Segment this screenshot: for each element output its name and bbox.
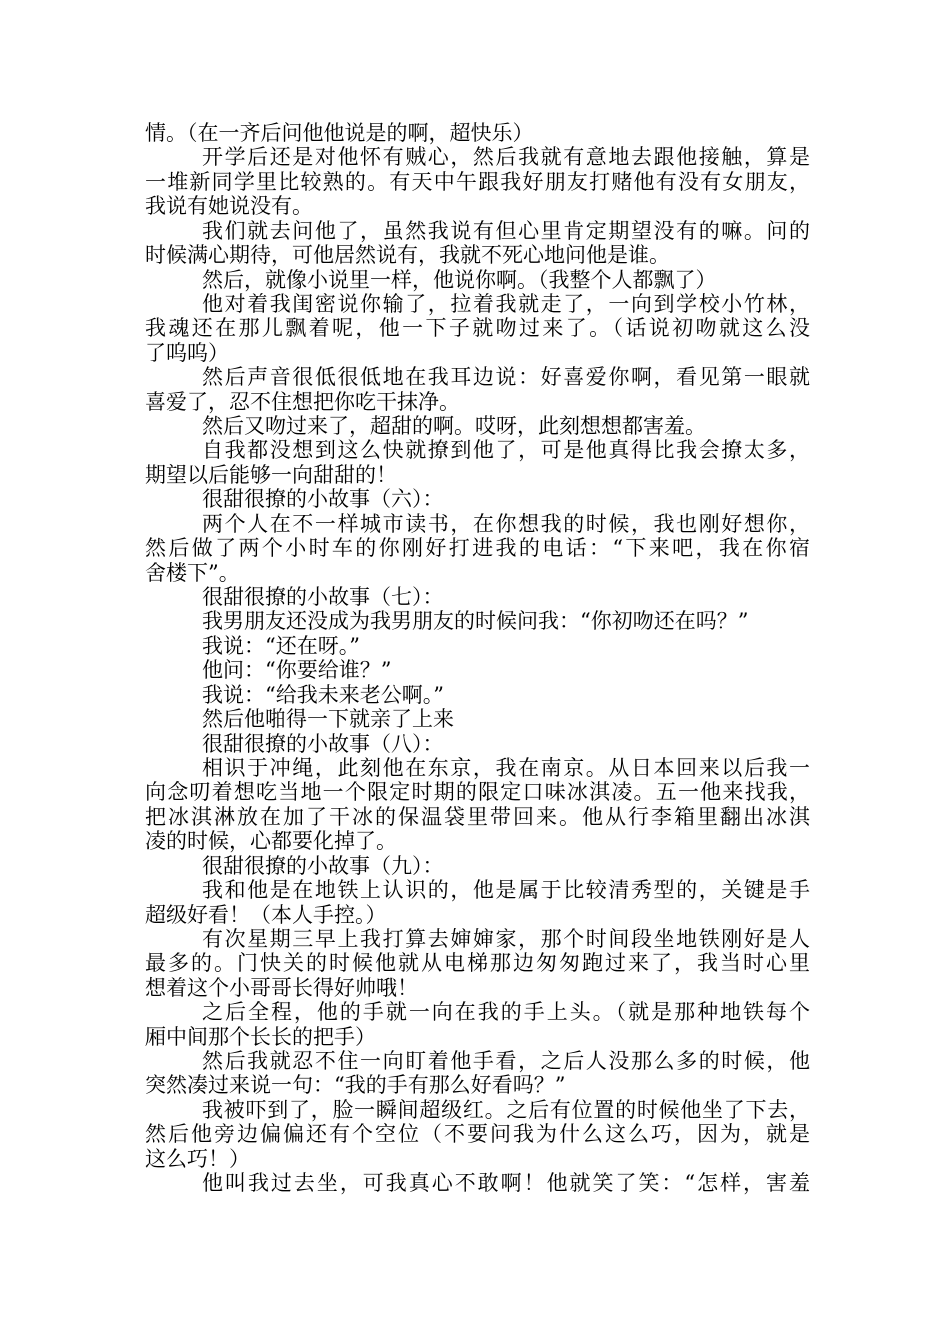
paragraph-line: 超级好看！（本人手控。） <box>145 902 387 927</box>
paragraph-first-line: 他对着我闺密说你输了，拉着我就走了，一向到学校小竹林， <box>202 291 810 316</box>
paragraph-line: 我魂还在那儿飘着呢，他一下子就吻过来了。（话说初吻就这么没 <box>145 316 810 341</box>
paragraph-first-line: 相识于冲绳，此刻他在东京，我在南京。从日本回来以后我一 <box>202 755 810 780</box>
paragraph-line: 时候满心期待，可他居然说有，我就不死心地问他是谁。 <box>145 243 670 268</box>
paragraph-first-line: 然后声音很低很低地在我耳边说：好喜爱你啊，看见第一眼就 <box>202 365 810 390</box>
paragraph-first-line: 他叫我过去坐，可我真心不敢啊！他就笑了笑：“怎样，害羞 <box>202 1171 810 1196</box>
paragraph-line: 想着这个小哥哥长得好帅哦！ <box>145 975 418 1000</box>
paragraph-first-line: 很甜很撩的小故事（六）： <box>202 487 444 512</box>
paragraph-line: 最多的。门快关的时候他就从电梯那边匆匆跑过来了，我当时心里 <box>145 951 810 976</box>
paragraph-line: 向念叨着想吃当地一个限定时期的限定口味冰淇凌。五一他来找我， <box>145 780 810 805</box>
paragraph-first-line: 开学后还是对他怀有贼心，然后我就有意地去跟他接触，算是 <box>202 145 810 170</box>
paragraph-line: 一堆新同学里比较熟的。有天中午跟我好朋友打赌他有没有女朋友， <box>145 169 810 194</box>
paragraph-first-line: 有次星期三早上我打算去婶婶家，那个时间段坐地铁刚好是人 <box>202 926 810 951</box>
paragraph-first-line: 我说：“还在呀。” <box>202 633 360 658</box>
paragraph-line: 凌的时候，心都要化掉了。 <box>145 829 397 854</box>
paragraph-first-line: 自我都没想到这么快就撩到他了，可是他真得比我会撩太多， <box>202 438 810 463</box>
paragraph-line: 突然凑过来说一句：“我的手有那么好看吗？” <box>145 1073 566 1098</box>
paragraph-first-line: 我说：“给我未来老公啊。” <box>202 682 444 707</box>
paragraph-first-line: 我们就去问他了，虽然我说有但心里肯定期望没有的嘛。问的 <box>202 218 810 243</box>
paragraph-first-line: 两个人在不一样城市读书，在你想我的时候，我也刚好想你， <box>202 511 810 536</box>
paragraph-first-line: 很甜很撩的小故事（九）： <box>202 853 444 878</box>
document-body <box>145 121 810 1196</box>
paragraph-first-line: 他问：“你要给谁？” <box>202 658 392 683</box>
paragraph-line: 然后他旁边偏偏还有个空位（不要问我为什么这么巧，因为，就是 <box>145 1122 810 1147</box>
paragraph-first-line: 我男朋友还没成为我男朋友的时候问我：“你初吻还在吗？” <box>202 609 749 634</box>
paragraph-line: 喜爱了，忍不住想把你吃干抹净。 <box>145 389 460 414</box>
paragraph-line: 把冰淇淋放在加了干冰的保温袋里带回来。他从行李箱里翻出冰淇 <box>145 804 810 829</box>
paragraph-line: 我说有她说没有。 <box>145 194 313 219</box>
paragraph-line: 然后做了两个小时车的你刚好打进我的电话：“下来吧，我在你宿 <box>145 536 810 561</box>
paragraph-first-line: 之后全程，他的手就一向在我的手上头。（就是那种地铁每个 <box>202 1000 810 1025</box>
paragraph-first-line: 然后又吻过来了，超甜的啊。哎呀，此刻想想都害羞。 <box>202 414 706 439</box>
paragraph-first-line: 我被吓到了，脸一瞬间超级红。之后有位置的时候他坐了下去， <box>202 1097 810 1122</box>
paragraph-first-line: 很甜很撩的小故事（七）： <box>202 585 444 610</box>
paragraph-line: 这么巧！） <box>145 1146 250 1171</box>
paragraph-line: 期望以后能够一向甜甜的！ <box>145 462 397 487</box>
paragraph-line: 了呜呜） <box>145 340 229 365</box>
paragraph-first-line: 然后他啪得一下就亲了上来 <box>202 707 454 732</box>
paragraph-line: 舍楼下”。 <box>145 560 240 585</box>
paragraph-line: 厢中间那个长长的把手） <box>145 1024 376 1049</box>
paragraph-first-line: 然后我就忍不住一向盯着他手看，之后人没那么多的时候，他 <box>202 1049 810 1074</box>
paragraph-first-line: 很甜很撩的小故事（八）： <box>202 731 444 756</box>
paragraph-first-line: 然后，就像小说里一样，他说你啊。（我整个人都飘了） <box>202 267 717 292</box>
paragraph-first-line: 我和他是在地铁上认识的，他是属于比较清秀型的，关键是手 <box>202 878 810 903</box>
paragraph-line: 情。（在一齐后问他他说是的啊，超快乐） <box>145 121 534 145</box>
